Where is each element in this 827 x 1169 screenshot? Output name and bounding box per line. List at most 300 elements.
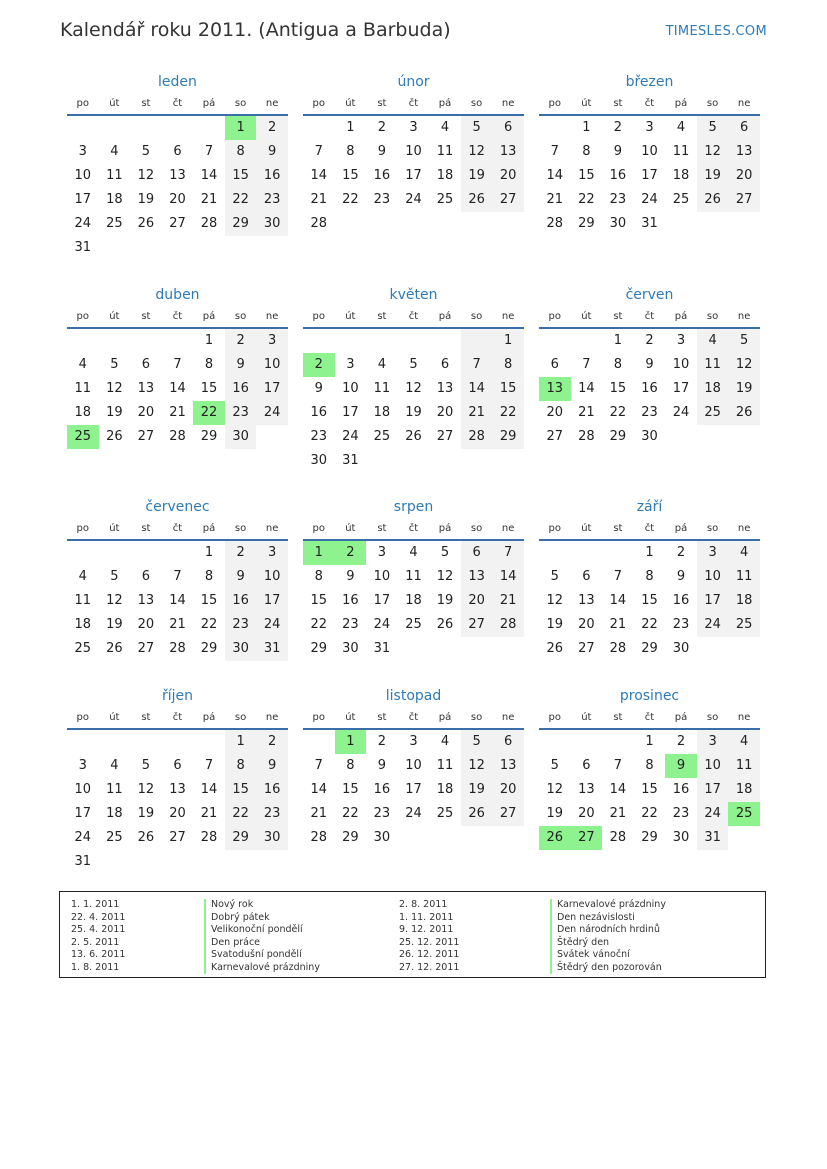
day-cell: 7 (314, 758, 323, 773)
holiday-day-cell: 22 (193, 401, 225, 425)
day-cell: 29 (492, 425, 524, 449)
day-cell: 28 (310, 830, 328, 845)
holiday-name: Karnevalové prázdniny (550, 899, 666, 912)
day-cell: 2 (645, 333, 654, 348)
day-grid (303, 730, 524, 850)
day-cell: 4 (78, 357, 87, 372)
day-cell: 2 (377, 734, 387, 749)
holiday-name: Dobrý pátek (204, 912, 320, 925)
day-cell: 14 (578, 381, 595, 396)
weekday-label: po (76, 310, 90, 322)
day-cell: 20 (492, 164, 524, 188)
day-grid (539, 329, 760, 449)
day-cell: 16 (310, 405, 328, 420)
holiday-date: 27. 12. 2011 (399, 961, 460, 973)
day-cell: 11 (728, 565, 760, 589)
holiday-date: 2. 8. 2011 (399, 899, 448, 910)
day-cell: 21 (200, 192, 218, 207)
empty-day-cell (162, 116, 194, 140)
weekday-label: út (109, 97, 120, 109)
day-cell: 22 (200, 617, 218, 632)
day-cell: 30 (256, 826, 288, 850)
day-cell: 17 (256, 377, 288, 401)
empty-day-cell (429, 212, 461, 236)
weekday-label: st (141, 711, 151, 723)
day-grid (539, 116, 760, 236)
weekday-label: út (109, 310, 120, 322)
weekday-label: út (581, 522, 592, 534)
day-cell: 22 (225, 188, 257, 212)
day-cell: 6 (173, 758, 182, 773)
weekday-label: st (377, 522, 387, 534)
day-cell: 7 (613, 569, 623, 584)
day-cell: 20 (728, 164, 760, 188)
day-cell: 12 (546, 593, 564, 608)
day-cell: 3 (377, 545, 387, 560)
day-cell: 18 (697, 377, 729, 401)
day-cell: 2 (676, 734, 686, 749)
day-cell: 29 (641, 830, 658, 845)
day-cell: 22 (310, 617, 328, 632)
day-cell: 3 (409, 734, 418, 749)
weekday-label: so (706, 97, 719, 109)
empty-day-cell (335, 212, 367, 236)
weekday-label: ne (501, 711, 515, 723)
empty-day-cell (461, 212, 493, 236)
day-cell: 17 (641, 168, 658, 183)
day-cell: 4 (728, 730, 760, 754)
day-cell: 24 (697, 613, 729, 637)
weekday-label: pá (202, 310, 216, 322)
empty-day-cell (461, 449, 493, 473)
day-cell: 11 (373, 381, 391, 396)
weekday-label: ne (265, 310, 279, 322)
weekday-label: ne (737, 711, 751, 723)
holiday-date: 1. 8. 2011 (71, 961, 120, 973)
day-cell: 15 (200, 593, 218, 608)
day-cell: 11 (74, 381, 92, 396)
day-cell: 8 (492, 353, 524, 377)
day-cell: 4 (676, 120, 686, 135)
month-duben (67, 285, 288, 449)
weekday-label: ne (501, 310, 515, 322)
day-cell: 19 (728, 377, 760, 401)
empty-day-cell (256, 236, 288, 260)
empty-day-cell (130, 329, 162, 353)
day-cell: 13 (578, 782, 595, 797)
weekday-label: út (345, 711, 356, 723)
day-cell: 25 (373, 429, 391, 444)
month-září (539, 497, 760, 661)
day-grid (303, 116, 524, 236)
weekday-header (539, 92, 760, 116)
day-cell: 26 (106, 641, 123, 656)
weekday-header (303, 92, 524, 116)
day-cell: 20 (492, 778, 524, 802)
day-cell: 11 (672, 144, 690, 159)
weekday-label: po (76, 522, 90, 534)
day-cell: 8 (613, 357, 623, 372)
day-cell: 28 (609, 830, 627, 845)
day-cell: 24 (373, 617, 391, 632)
day-cell: 12 (728, 353, 760, 377)
day-cell: 25 (74, 641, 92, 656)
weekday-label: út (109, 711, 120, 723)
empty-day-cell (99, 730, 131, 754)
day-cell: 9 (346, 569, 355, 584)
day-cell: 18 (106, 806, 123, 821)
holiday-name: Velikonoční pondělí (204, 924, 320, 937)
weekday-label: po (312, 97, 326, 109)
empty-day-cell (130, 116, 162, 140)
month-title: únor (397, 74, 430, 90)
weekday-label: ne (501, 522, 515, 534)
month-title: srpen (393, 499, 434, 515)
day-cell: 12 (697, 140, 729, 164)
day-cell: 3 (645, 120, 654, 135)
month-říjen (67, 686, 288, 874)
day-cell: 11 (697, 353, 729, 377)
day-cell: 3 (256, 329, 288, 353)
holiday-date: 2. 5. 2011 (71, 936, 120, 948)
site-link[interactable]: TIMESLES.COM (665, 24, 767, 39)
day-cell: 5 (550, 758, 559, 773)
day-cell: 20 (461, 589, 493, 613)
day-cell: 7 (204, 758, 214, 773)
month-title: prosinec (619, 688, 680, 704)
day-cell: 23 (256, 188, 288, 212)
weekday-header (67, 706, 288, 730)
day-cell: 13 (137, 593, 155, 608)
empty-day-cell (697, 637, 729, 661)
day-cell: 23 (609, 192, 627, 207)
empty-day-cell (162, 329, 194, 353)
day-cell: 26 (461, 188, 493, 212)
day-cell: 16 (609, 168, 627, 183)
day-cell: 17 (697, 589, 729, 613)
day-cell: 30 (373, 830, 391, 845)
day-cell: 21 (310, 192, 328, 207)
month-title: duben (155, 287, 200, 303)
day-cell: 28 (546, 216, 564, 231)
weekday-label: ne (737, 310, 751, 322)
day-cell: 25 (106, 830, 123, 845)
day-cell: 1 (204, 333, 214, 348)
day-cell: 19 (106, 405, 123, 420)
day-cell: 18 (74, 617, 92, 632)
holiday-date: 25. 4. 2011 (71, 924, 126, 935)
weekday-header (303, 305, 524, 329)
holiday-name: Den národních hrdinů (550, 924, 666, 937)
holiday-name: Den práce (204, 937, 320, 950)
day-cell: 20 (137, 405, 155, 420)
day-cell: 13 (461, 565, 493, 589)
empty-day-cell (162, 730, 194, 754)
day-cell: 21 (461, 401, 493, 425)
holiday-names-left (204, 899, 320, 974)
day-cell: 22 (641, 617, 658, 632)
empty-day-cell (602, 541, 634, 565)
day-cell: 1 (492, 329, 524, 353)
day-cell: 28 (200, 830, 218, 845)
weekday-label: čt (172, 97, 183, 109)
empty-day-cell (429, 449, 461, 473)
holiday-day-cell: 25 (67, 425, 99, 449)
day-cell: 9 (377, 758, 387, 773)
empty-day-cell (492, 212, 524, 236)
day-cell: 24 (74, 216, 92, 231)
day-cell: 7 (173, 357, 182, 372)
day-cell: 4 (440, 734, 450, 749)
day-cell: 18 (728, 778, 760, 802)
day-cell: 19 (461, 164, 493, 188)
day-cell: 25 (106, 216, 123, 231)
day-cell: 14 (492, 565, 524, 589)
day-cell: 25 (436, 806, 454, 821)
day-cell: 13 (492, 140, 524, 164)
weekday-label: út (581, 97, 592, 109)
empty-day-cell (571, 730, 603, 754)
day-cell: 4 (377, 357, 387, 372)
holiday-name: Štědrý den (550, 937, 666, 950)
day-cell: 19 (137, 806, 155, 821)
day-cell: 10 (697, 754, 729, 778)
day-cell: 16 (373, 168, 391, 183)
day-cell: 16 (256, 164, 288, 188)
day-cell: 26 (106, 429, 123, 444)
day-cell: 13 (169, 168, 186, 183)
day-cell: 29 (578, 216, 595, 231)
day-cell: 31 (697, 826, 729, 850)
day-cell: 12 (461, 754, 493, 778)
day-cell: 12 (405, 381, 422, 396)
month-title: červen (625, 287, 674, 303)
day-cell: 13 (137, 381, 155, 396)
day-cell: 29 (200, 429, 218, 444)
day-cell: 9 (676, 569, 686, 584)
day-cell: 24 (74, 830, 92, 845)
empty-day-cell (539, 116, 571, 140)
day-cell: 20 (169, 806, 186, 821)
day-cell: 20 (137, 617, 155, 632)
empty-day-cell (225, 850, 257, 874)
empty-day-cell (99, 116, 131, 140)
month-květen (303, 285, 524, 473)
day-cell: 12 (106, 381, 123, 396)
day-cell: 5 (697, 116, 729, 140)
weekday-label: ne (737, 97, 751, 109)
empty-day-cell (303, 730, 335, 754)
day-cell: 18 (436, 168, 454, 183)
day-cell: 3 (409, 120, 418, 135)
empty-day-cell (728, 826, 760, 850)
weekday-label: st (377, 310, 387, 322)
weekday-label: po (548, 522, 562, 534)
day-cell: 26 (546, 641, 564, 656)
empty-day-cell (366, 449, 398, 473)
month-srpen (303, 497, 524, 661)
holiday-names-right (550, 899, 666, 974)
empty-day-cell (193, 850, 225, 874)
day-cell: 18 (373, 405, 391, 420)
holiday-name: Nový rok (204, 899, 320, 912)
weekday-label: st (141, 310, 151, 322)
day-cell: 31 (256, 637, 288, 661)
day-cell: 18 (74, 405, 92, 420)
day-cell: 28 (200, 216, 218, 231)
holiday-day-cell: 26 (539, 826, 571, 850)
day-cell: 3 (78, 758, 87, 773)
day-cell: 11 (106, 782, 123, 797)
weekday-label: po (76, 711, 90, 723)
empty-day-cell (67, 329, 99, 353)
holiday-dates-left (71, 899, 125, 974)
day-cell: 11 (436, 144, 454, 159)
weekday-label: út (345, 522, 356, 534)
empty-day-cell (398, 329, 430, 353)
day-cell: 27 (169, 830, 186, 845)
day-cell: 7 (204, 144, 214, 159)
day-cell: 12 (436, 569, 454, 584)
day-cell: 3 (697, 730, 729, 754)
holiday-date: 1. 1. 2011 (71, 899, 120, 910)
holiday-name: Den nezávislosti (550, 912, 666, 925)
day-cell: 29 (310, 641, 328, 656)
empty-day-cell (697, 425, 729, 449)
day-cell: 2 (256, 730, 288, 754)
day-cell: 20 (546, 405, 564, 420)
day-cell: 17 (697, 778, 729, 802)
day-cell: 29 (200, 641, 218, 656)
weekday-header (539, 517, 760, 541)
day-cell: 5 (409, 357, 418, 372)
empty-day-cell (67, 730, 99, 754)
day-cell: 2 (613, 120, 623, 135)
day-cell: 23 (373, 192, 391, 207)
month-title: září (636, 499, 663, 515)
weekday-label: pá (202, 97, 216, 109)
weekday-label: pá (674, 97, 688, 109)
weekday-label: st (377, 711, 387, 723)
day-cell: 18 (436, 782, 454, 797)
weekday-label: po (548, 711, 562, 723)
day-cell: 24 (342, 429, 359, 444)
weekday-label: st (141, 97, 151, 109)
empty-day-cell (99, 236, 131, 260)
day-cell: 15 (492, 377, 524, 401)
day-cell: 8 (204, 569, 214, 584)
day-cell: 23 (641, 405, 658, 420)
weekday-label: pá (674, 310, 688, 322)
weekday-label: st (377, 97, 387, 109)
day-cell: 17 (342, 405, 359, 420)
empty-day-cell (130, 236, 162, 260)
month-title: červenec (145, 499, 210, 515)
holiday-name: Svatodušní pondělí (204, 949, 320, 962)
empty-day-cell (130, 730, 162, 754)
month-červen (539, 285, 760, 449)
day-cell: 13 (728, 140, 760, 164)
month-title: listopad (385, 688, 442, 704)
empty-day-cell (162, 541, 194, 565)
day-cell: 18 (106, 192, 123, 207)
day-cell: 29 (609, 429, 627, 444)
weekday-label: čt (172, 522, 183, 534)
day-cell: 23 (225, 613, 257, 637)
weekday-label: so (234, 522, 247, 534)
weekday-label: út (109, 522, 120, 534)
empty-day-cell (539, 730, 571, 754)
day-grid (67, 116, 288, 260)
day-cell: 9 (256, 754, 288, 778)
weekday-label: čt (408, 97, 419, 109)
day-cell: 16 (225, 377, 257, 401)
day-cell: 20 (578, 617, 595, 632)
day-cell: 19 (461, 778, 493, 802)
day-cell: 4 (78, 569, 87, 584)
day-cell: 6 (582, 758, 591, 773)
day-cell: 28 (169, 429, 186, 444)
weekday-label: pá (674, 711, 688, 723)
day-cell: 30 (672, 830, 690, 845)
day-cell: 26 (137, 830, 155, 845)
month-listopad (303, 686, 524, 850)
holiday-legend (59, 891, 766, 978)
weekday-label: po (548, 310, 562, 322)
day-cell: 5 (461, 730, 493, 754)
day-cell: 21 (492, 589, 524, 613)
day-cell: 22 (225, 802, 257, 826)
month-title: leden (158, 74, 197, 90)
day-cell: 19 (436, 593, 454, 608)
empty-day-cell (461, 329, 493, 353)
day-cell: 7 (613, 758, 623, 773)
day-cell: 21 (169, 405, 186, 420)
day-cell: 21 (578, 405, 595, 420)
empty-day-cell (193, 236, 225, 260)
day-cell: 30 (609, 216, 627, 231)
day-cell: 8 (204, 357, 214, 372)
day-cell: 2 (225, 541, 257, 565)
weekday-header (539, 706, 760, 730)
weekday-label: so (234, 97, 247, 109)
weekday-label: st (141, 522, 151, 534)
day-cell: 24 (697, 802, 729, 826)
day-cell: 7 (492, 541, 524, 565)
weekday-label: so (470, 97, 483, 109)
holiday-date: 26. 12. 2011 (399, 949, 460, 960)
weekday-label: st (613, 310, 623, 322)
day-cell: 26 (461, 802, 493, 826)
empty-day-cell (492, 637, 524, 661)
day-cell: 14 (169, 593, 186, 608)
day-cell: 15 (609, 381, 627, 396)
day-cell: 16 (672, 593, 690, 608)
day-cell: 8 (225, 754, 257, 778)
day-cell: 24 (405, 806, 422, 821)
empty-day-cell (193, 730, 225, 754)
day-grid (67, 541, 288, 661)
day-cell: 3 (697, 541, 729, 565)
day-cell: 22 (342, 806, 359, 821)
day-cell: 8 (346, 758, 355, 773)
empty-day-cell (539, 329, 571, 353)
day-cell: 30 (310, 453, 328, 468)
empty-day-cell (429, 637, 461, 661)
day-cell: 16 (672, 782, 690, 797)
day-cell: 7 (550, 144, 559, 159)
day-cell: 28 (310, 216, 328, 231)
